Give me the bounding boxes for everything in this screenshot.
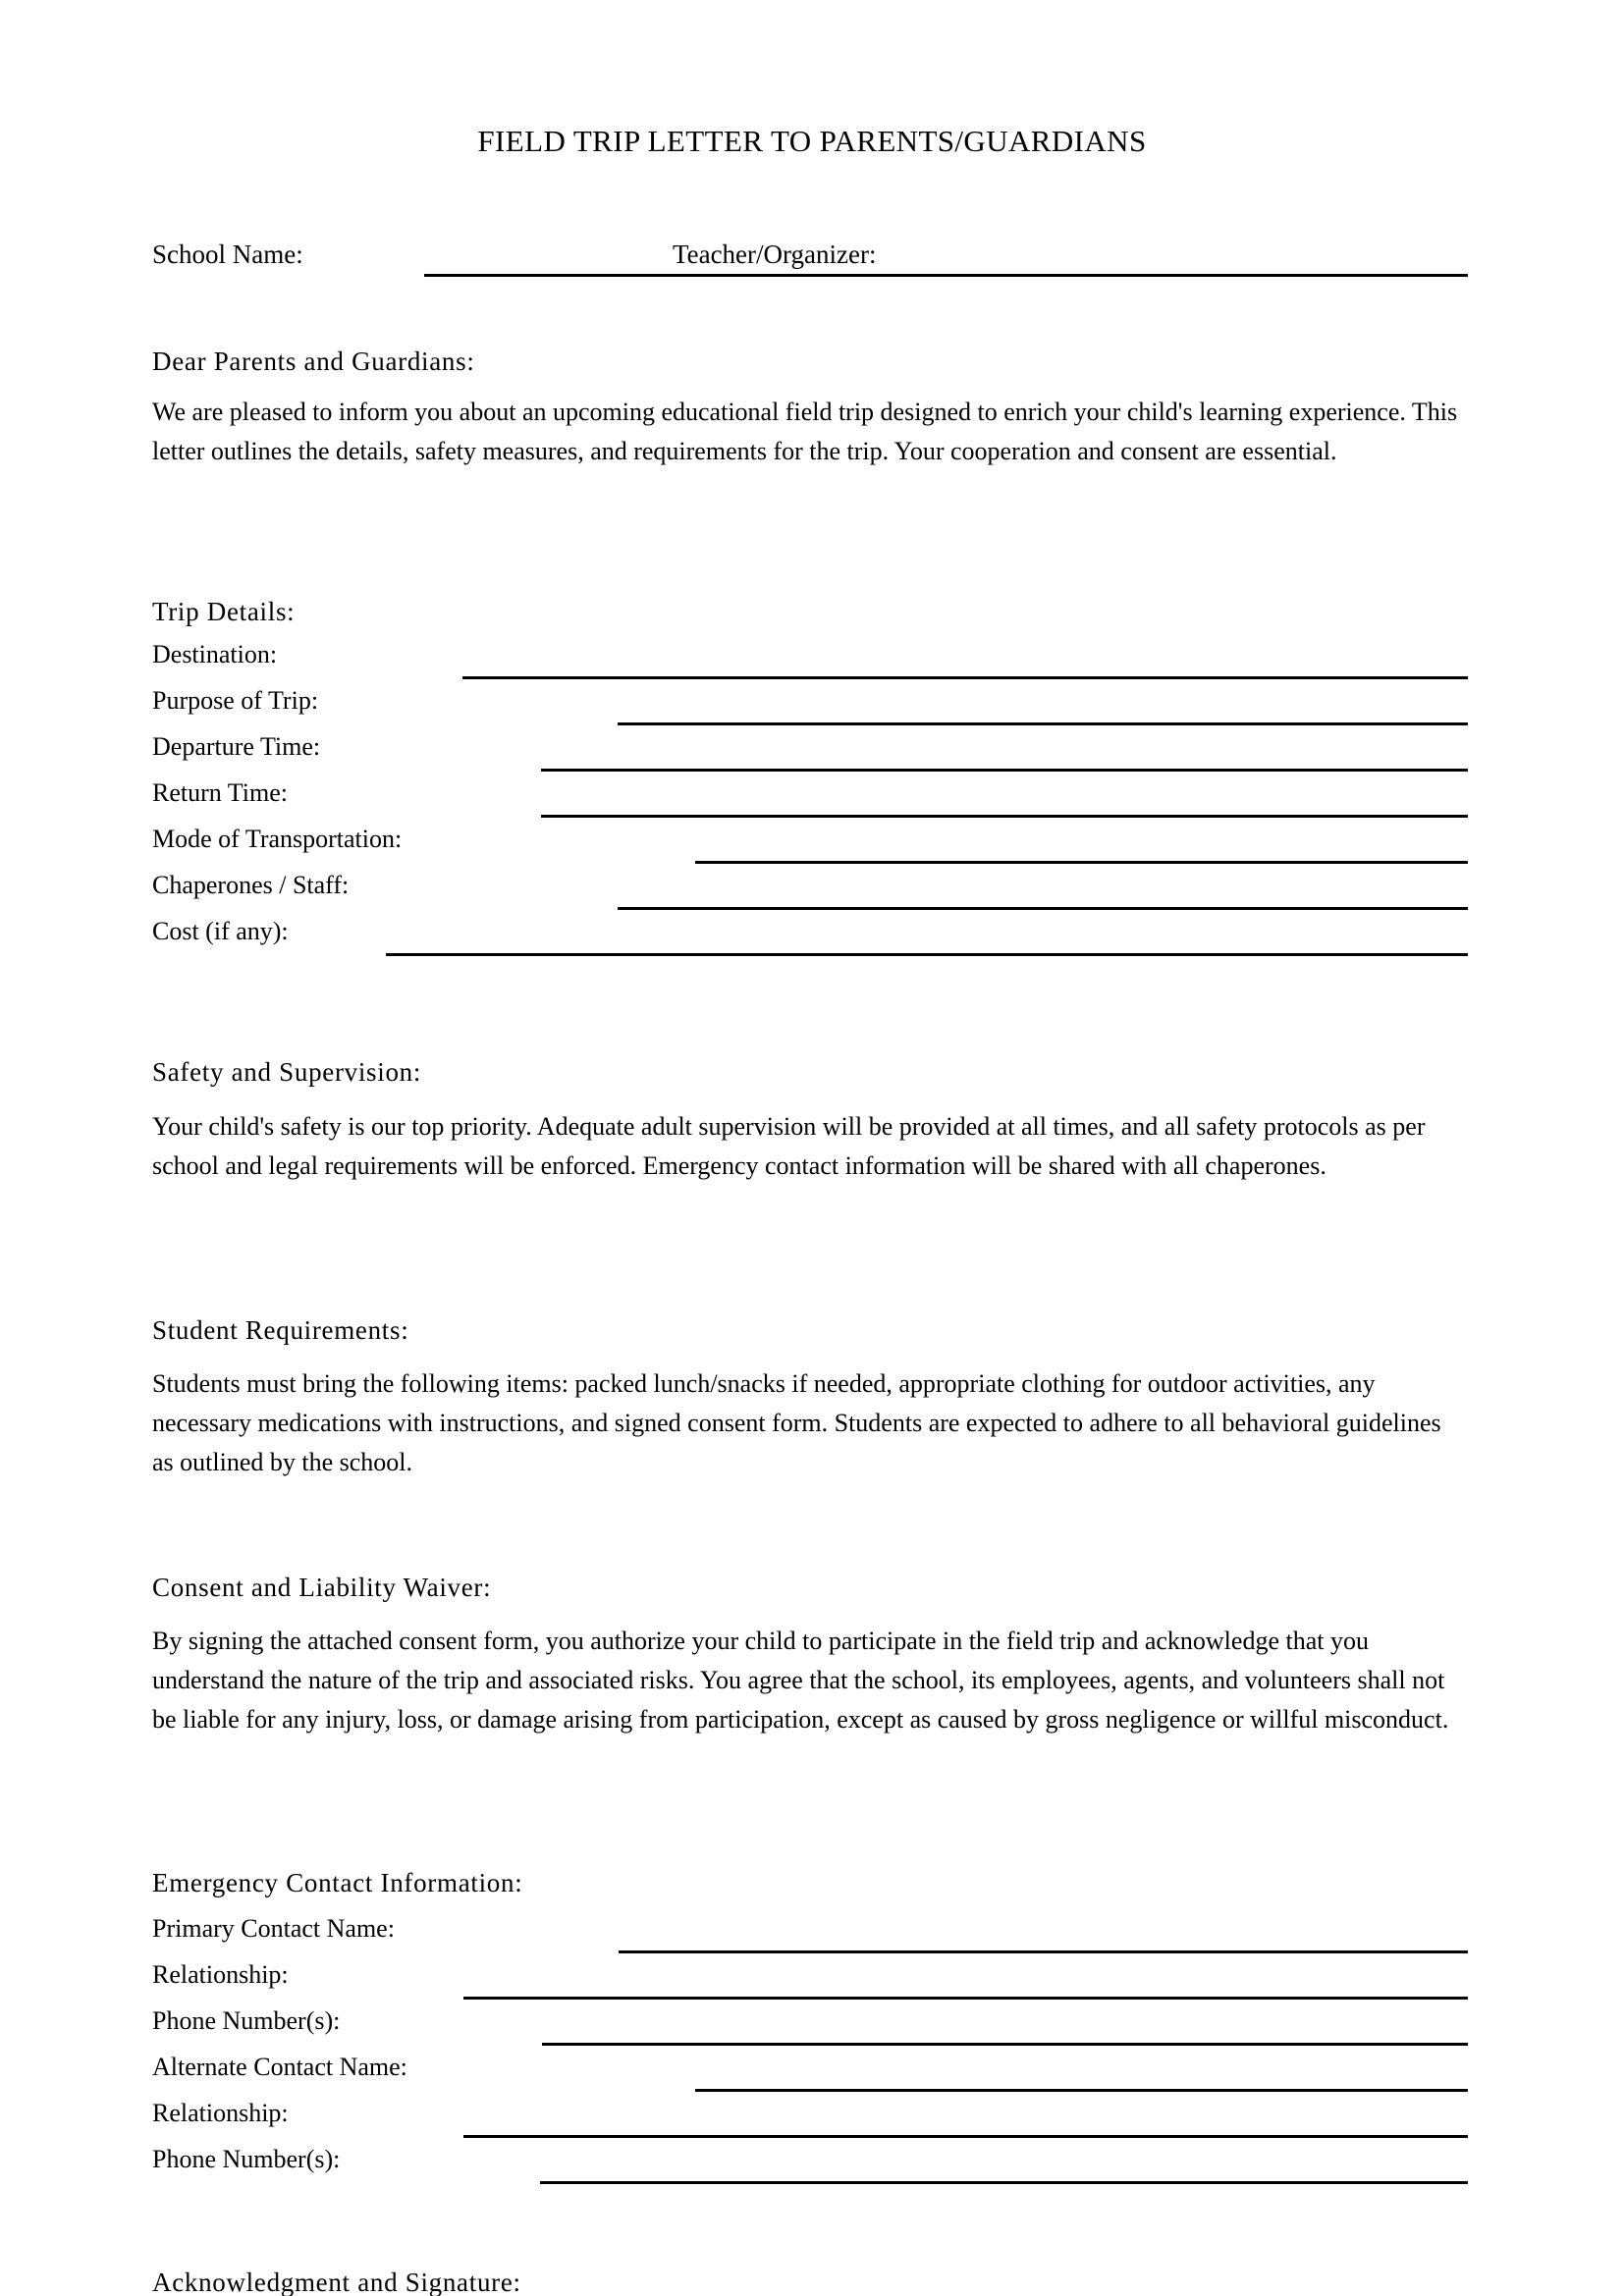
emergency-contact-label: Relationship: bbox=[152, 1960, 289, 1989]
consent-waiver-paragraph-block bbox=[152, 1622, 1468, 1739]
emergency-contact-row bbox=[152, 1958, 1468, 2004]
emergency-contact-row bbox=[152, 2097, 1468, 2143]
student-requirements-heading-block bbox=[152, 1310, 1468, 1362]
consent-waiver-paragraph: By signing the attached consent form, you authorize your child to participate in the field trip and acknowledge that you understand the nature of the trip and associated risks. You agree that the school, its employees, agents, and volunteers shall not be liable for any injury, loss, or damage arising from participation, except as caused by gross negligence or willful misconduct. bbox=[152, 1627, 1449, 1734]
trip-detail-label: Cost (if any): bbox=[152, 917, 289, 945]
trip-detail-row bbox=[152, 730, 1468, 776]
safety-paragraph: Your child's safety is our top priority. Adequate adult supervision will be provided at all times, and all safety protocols as per school and legal requirements will be enforced. Emergency contact information will be shared with all chaperones. bbox=[152, 1112, 1426, 1180]
trip-detail-fill-line[interactable] bbox=[462, 676, 1468, 679]
emergency-contact-row bbox=[152, 2051, 1468, 2097]
trip-detail-label: Departure Time: bbox=[152, 732, 321, 761]
trip-detail-fill-line[interactable] bbox=[386, 953, 1468, 956]
emergency-contact-fill-line[interactable] bbox=[463, 1997, 1468, 2000]
school-teacher-fill-line[interactable] bbox=[424, 274, 1468, 277]
consent-waiver-heading-block bbox=[152, 1568, 1468, 1619]
safety-paragraph-block bbox=[152, 1107, 1468, 1186]
trip-details-fields bbox=[152, 638, 1468, 961]
emergency-contact-label: Phone Number(s): bbox=[152, 2145, 341, 2173]
intro-paragraph: We are pleased to inform you about an upcoming educational field trip designed to enrich your child's learning experience. This letter outlines the details, safety measures, and requirements for the trip. Your cooperation and consent are essential. bbox=[152, 398, 1458, 465]
trip-details-heading-block bbox=[152, 592, 1468, 643]
emergency-contact-fill-line[interactable] bbox=[463, 2135, 1468, 2138]
emergency-contact-fill-line[interactable] bbox=[540, 2181, 1468, 2184]
emergency-contact-row bbox=[152, 1912, 1468, 1958]
emergency-contact-label: Primary Contact Name: bbox=[152, 1914, 395, 1943]
trip-detail-label: Mode of Transportation: bbox=[152, 825, 403, 853]
trip-detail-row bbox=[152, 869, 1468, 915]
trip-detail-row bbox=[152, 915, 1468, 961]
trip-detail-fill-line[interactable] bbox=[541, 769, 1468, 772]
emergency-contact-heading-block bbox=[152, 1863, 1468, 1914]
teacher-organizer-label: Teacher/Organizer: bbox=[673, 240, 877, 269]
safety-heading-block bbox=[152, 1052, 1468, 1103]
student-requirements-paragraph-block bbox=[152, 1364, 1468, 1482]
emergency-contact-fill-line[interactable] bbox=[619, 1950, 1468, 1953]
consent-waiver-heading: Consent and Liability Waiver: bbox=[152, 1573, 492, 1602]
school-name-label: School Name: bbox=[152, 240, 303, 269]
emergency-contact-label: Alternate Contact Name: bbox=[152, 2053, 407, 2081]
trip-details-heading: Trip Details: bbox=[152, 597, 296, 626]
acknowledgment-signature-heading: Acknowledgment and Signature: bbox=[152, 2268, 521, 2296]
emergency-contact-fill-line[interactable] bbox=[695, 2089, 1468, 2092]
safety-heading: Safety and Supervision: bbox=[152, 1057, 422, 1087]
emergency-contact-row bbox=[152, 2143, 1468, 2189]
trip-detail-label: Purpose of Trip: bbox=[152, 686, 319, 715]
trip-detail-fill-line[interactable] bbox=[541, 815, 1468, 818]
trip-detail-label: Destination: bbox=[152, 640, 278, 668]
acknowledgment-signature-cutoff bbox=[152, 2266, 1468, 2296]
emergency-contact-heading: Emergency Contact Information: bbox=[152, 1868, 523, 1897]
trip-detail-row bbox=[152, 684, 1468, 730]
trip-detail-fill-line[interactable] bbox=[695, 861, 1468, 864]
trip-detail-row bbox=[152, 776, 1468, 823]
trip-detail-row bbox=[152, 823, 1468, 869]
salutation-text: Dear Parents and Guardians: bbox=[152, 347, 475, 376]
emergency-contact-label: Relationship: bbox=[152, 2099, 289, 2127]
emergency-contact-row bbox=[152, 2004, 1468, 2051]
trip-detail-label: Return Time: bbox=[152, 778, 288, 807]
trip-detail-fill-line[interactable] bbox=[618, 907, 1468, 910]
trip-detail-row bbox=[152, 638, 1468, 684]
salutation-block bbox=[152, 342, 1468, 393]
emergency-contact-fields bbox=[152, 1912, 1468, 2189]
trip-detail-label: Chaperones / Staff: bbox=[152, 871, 350, 899]
school-teacher-header bbox=[152, 239, 1468, 280]
emergency-contact-fill-line[interactable] bbox=[542, 2043, 1468, 2046]
trip-detail-fill-line[interactable] bbox=[618, 722, 1468, 725]
student-requirements-paragraph: Students must bring the following items: packed lunch/snacks if needed, appropriate clothing for outdoor activities, any necessary medications with instructions, and signed consent form. Students are expected to adhere to all behavioral guidelines as outlined by the school. bbox=[152, 1369, 1441, 1476]
intro-block bbox=[152, 393, 1468, 471]
emergency-contact-label: Phone Number(s): bbox=[152, 2006, 341, 2035]
page-title: FIELD TRIP LETTER TO PARENTS/GUARDIANS bbox=[477, 124, 1147, 158]
student-requirements-heading: Student Requirements: bbox=[152, 1315, 409, 1345]
